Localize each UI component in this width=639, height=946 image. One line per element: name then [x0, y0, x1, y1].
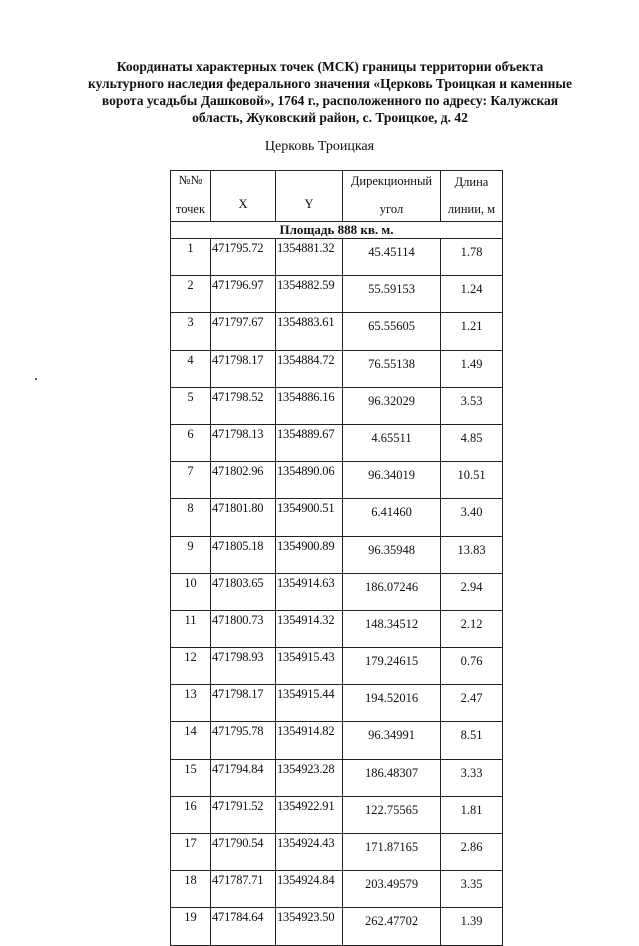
x-coordinate-cell: 471800.73 — [211, 610, 276, 647]
line-length-cell: 1.78 — [441, 239, 503, 276]
line-length-cell: 1.24 — [441, 276, 503, 313]
table-row — [171, 871, 503, 908]
y-coordinate-cell: 1354923.28 — [276, 759, 343, 796]
direction-angle-cell: 179.24615 — [343, 648, 441, 685]
table-row — [171, 387, 503, 424]
y-coordinate-cell: 1354914.82 — [276, 722, 343, 759]
area-label: Площадь 888 кв. м. — [171, 222, 503, 239]
direction-angle-cell: 65.55605 — [343, 313, 441, 350]
header-x — [211, 171, 276, 222]
x-coordinate-cell: 471801.80 — [211, 499, 276, 536]
point-number-cell: 3 — [171, 313, 211, 350]
point-number-cell: 11 — [171, 610, 211, 647]
point-number-cell: 16 — [171, 796, 211, 833]
point-number-cell: 1 — [171, 239, 211, 276]
header-line-length — [441, 171, 503, 222]
direction-angle-cell: 96.34991 — [343, 722, 441, 759]
direction-angle-cell: 76.55138 — [343, 350, 441, 387]
line-length-cell: 3.33 — [441, 759, 503, 796]
table-row — [171, 573, 503, 610]
table-row — [171, 313, 503, 350]
line-length-cell: 2.47 — [441, 685, 503, 722]
table-row — [171, 239, 503, 276]
y-coordinate-cell: 1354881.32 — [276, 239, 343, 276]
y-coordinate-cell: 1354883.61 — [276, 313, 343, 350]
direction-angle-cell: 262.47702 — [343, 908, 441, 945]
direction-angle-cell: 45.45114 — [343, 239, 441, 276]
direction-angle-cell: 148.34512 — [343, 610, 441, 647]
line-length-cell: 1.39 — [441, 908, 503, 945]
x-coordinate-cell: 471795.72 — [211, 239, 276, 276]
table-row — [171, 796, 503, 833]
x-coordinate-cell: 471798.17 — [211, 685, 276, 722]
table-row — [171, 462, 503, 499]
header-direction-angle — [343, 171, 441, 222]
header-point-number — [171, 171, 211, 222]
table-row — [171, 834, 503, 871]
x-coordinate-cell: 471803.65 — [211, 573, 276, 610]
y-coordinate-cell: 1354890.06 — [276, 462, 343, 499]
line-length-cell: 8.51 — [441, 722, 503, 759]
header-no-bottom: точек — [175, 202, 206, 216]
direction-angle-cell: 96.34019 — [343, 462, 441, 499]
x-coordinate-cell: 471797.67 — [211, 313, 276, 350]
line-length-cell: 10.51 — [441, 462, 503, 499]
table-row — [171, 908, 503, 945]
table-row — [171, 276, 503, 313]
point-number-cell: 10 — [171, 573, 211, 610]
header-dir-bottom: угол — [379, 202, 404, 216]
line-length-cell: 0.76 — [441, 648, 503, 685]
direction-angle-cell: 171.87165 — [343, 834, 441, 871]
point-number-cell: 5 — [171, 387, 211, 424]
x-coordinate-cell: 471798.93 — [211, 648, 276, 685]
direction-angle-cell: 194.52016 — [343, 685, 441, 722]
point-number-cell: 9 — [171, 536, 211, 573]
table-row — [171, 685, 503, 722]
header-no-top: №№ — [178, 173, 203, 187]
y-coordinate-cell: 1354922.91 — [276, 796, 343, 833]
x-coordinate-cell: 471791.52 — [211, 796, 276, 833]
direction-angle-cell: 203.49579 — [343, 871, 441, 908]
title-line: ворота усадьбы Дашковой», 1764 г., расположенного по адресу: Калужская — [101, 93, 559, 108]
header-dir-top: Дирекционный — [350, 174, 433, 188]
line-length-cell: 2.86 — [441, 834, 503, 871]
point-number-cell: 2 — [171, 276, 211, 313]
y-coordinate-cell: 1354889.67 — [276, 424, 343, 461]
y-coordinate-cell: 1354915.43 — [276, 648, 343, 685]
direction-angle-cell: 6.41460 — [343, 499, 441, 536]
y-coordinate-cell: 1354900.51 — [276, 499, 343, 536]
direction-angle-cell: 55.59153 — [343, 276, 441, 313]
x-coordinate-cell: 471798.13 — [211, 424, 276, 461]
x-coordinate-cell: 471794.84 — [211, 759, 276, 796]
y-coordinate-cell: 1354900.89 — [276, 536, 343, 573]
point-number-cell: 4 — [171, 350, 211, 387]
point-number-cell: 7 — [171, 462, 211, 499]
direction-angle-cell: 186.07246 — [343, 573, 441, 610]
x-coordinate-cell: 471784.64 — [211, 908, 276, 945]
y-coordinate-cell: 1354915.44 — [276, 685, 343, 722]
x-coordinate-cell: 471787.71 — [211, 871, 276, 908]
line-length-cell: 1.21 — [441, 313, 503, 350]
scan-speck — [35, 378, 37, 380]
y-coordinate-cell: 1354914.63 — [276, 573, 343, 610]
direction-angle-cell: 122.75565 — [343, 796, 441, 833]
direction-angle-cell: 96.35948 — [343, 536, 441, 573]
line-length-cell: 1.49 — [441, 350, 503, 387]
x-coordinate-cell: 471805.18 — [211, 536, 276, 573]
coordinates-table — [170, 170, 503, 946]
table-row — [171, 350, 503, 387]
header-y — [276, 171, 343, 222]
table-row — [171, 759, 503, 796]
line-length-cell: 1.81 — [441, 796, 503, 833]
y-coordinate-cell: 1354882.59 — [276, 276, 343, 313]
table-row — [171, 536, 503, 573]
table-body — [171, 239, 503, 946]
title-line: культурного наследия федерального значения «Церковь Троицкая и каменные — [88, 76, 572, 91]
point-number-cell: 18 — [171, 871, 211, 908]
x-coordinate-cell: 471790.54 — [211, 834, 276, 871]
header-row — [171, 171, 503, 222]
x-coordinate-cell: 471798.52 — [211, 387, 276, 424]
point-number-cell: 13 — [171, 685, 211, 722]
x-coordinate-cell: 471802.96 — [211, 462, 276, 499]
header-len-top: Длина — [454, 175, 489, 189]
line-length-cell: 3.40 — [441, 499, 503, 536]
y-coordinate-cell: 1354914.32 — [276, 610, 343, 647]
header-x-label: X — [238, 197, 248, 211]
x-coordinate-cell: 471798.17 — [211, 350, 276, 387]
area-row — [171, 222, 503, 239]
table-row — [171, 610, 503, 647]
table-row — [171, 722, 503, 759]
table-row — [171, 424, 503, 461]
line-length-cell: 13.83 — [441, 536, 503, 573]
point-number-cell: 15 — [171, 759, 211, 796]
title-line: область, Жуковский район, с. Троицкое, д. 42 — [192, 110, 468, 125]
header-y-label: Y — [304, 197, 314, 211]
y-coordinate-cell: 1354923.50 — [276, 908, 343, 945]
point-number-cell: 12 — [171, 648, 211, 685]
table-row — [171, 648, 503, 685]
y-coordinate-cell: 1354924.84 — [276, 871, 343, 908]
y-coordinate-cell: 1354884.72 — [276, 350, 343, 387]
x-coordinate-cell: 471795.78 — [211, 722, 276, 759]
point-number-cell: 14 — [171, 722, 211, 759]
point-number-cell: 6 — [171, 424, 211, 461]
line-length-cell: 3.35 — [441, 871, 503, 908]
y-coordinate-cell: 1354924.43 — [276, 834, 343, 871]
table-row — [171, 499, 503, 536]
x-coordinate-cell: 471796.97 — [211, 276, 276, 313]
direction-angle-cell: 4.65511 — [343, 424, 441, 461]
line-length-cell: 4.85 — [441, 424, 503, 461]
line-length-cell: 3.53 — [441, 387, 503, 424]
document-title — [80, 58, 580, 126]
point-number-cell: 17 — [171, 834, 211, 871]
header-len-bottom: линии, м — [447, 202, 496, 216]
line-length-cell: 2.12 — [441, 610, 503, 647]
y-coordinate-cell: 1354886.16 — [276, 387, 343, 424]
table-caption: Церковь Троицкая — [264, 139, 375, 154]
title-line: Координаты характерных точек (МСК) границы территории объекта — [116, 59, 544, 74]
point-number-cell: 8 — [171, 499, 211, 536]
direction-angle-cell: 96.32029 — [343, 387, 441, 424]
point-number-cell: 19 — [171, 908, 211, 945]
direction-angle-cell: 186.48307 — [343, 759, 441, 796]
line-length-cell: 2.94 — [441, 573, 503, 610]
